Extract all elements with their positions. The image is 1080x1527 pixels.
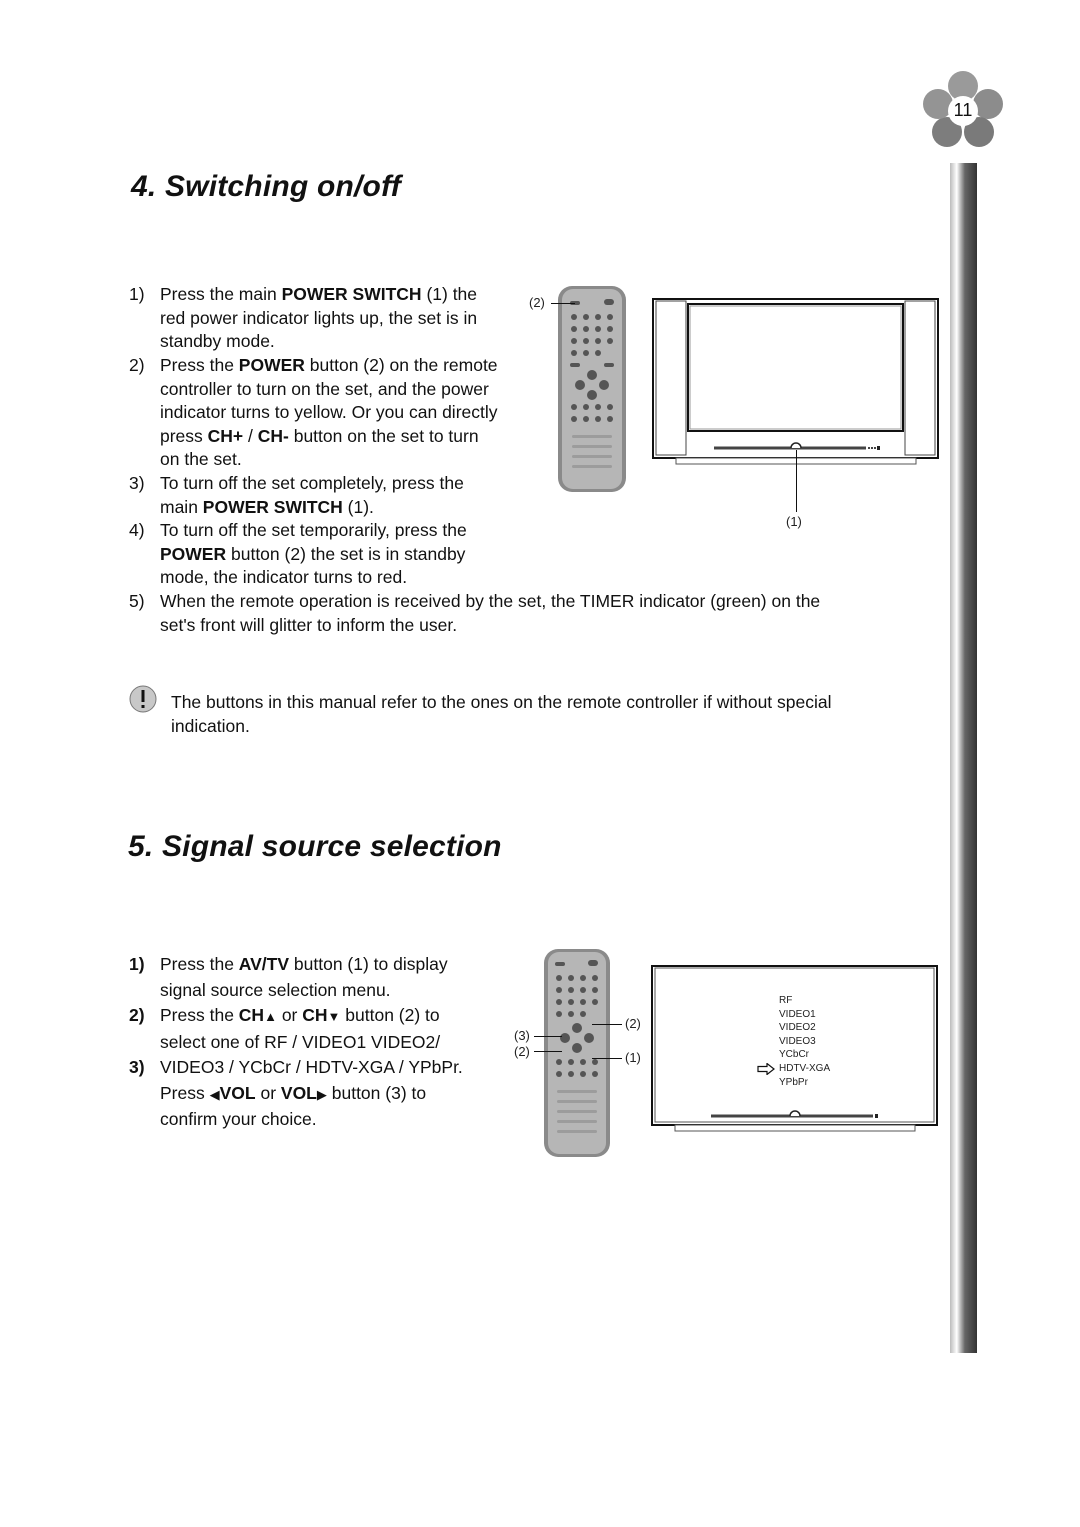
step-number: 1) xyxy=(129,284,145,304)
text-line: POWER button (2) the set is in standby xyxy=(160,543,466,564)
source-menu-item[interactable]: VIDEO2 xyxy=(779,1022,816,1034)
source-menu-item[interactable]: VIDEO3 xyxy=(779,1035,816,1047)
text-line: red power indicator lights up, the set is in xyxy=(160,307,478,328)
source-menu-item-selected[interactable]: HDTV-XGA xyxy=(779,1062,831,1074)
step-number: 4) xyxy=(129,520,145,540)
step-text xyxy=(160,590,820,637)
step-number: 5) xyxy=(129,591,145,611)
step-text xyxy=(160,1003,440,1055)
ch-button-label-left: (2) xyxy=(514,1044,530,1059)
step-number: 1) xyxy=(129,954,145,974)
step-number: 3) xyxy=(129,1057,145,1077)
text-line: To turn off the set completely, press the xyxy=(160,473,464,493)
ch-leader-line-right xyxy=(592,1024,622,1025)
text-line: Press the CH▲ or CH▼ button (2) to xyxy=(160,1005,440,1025)
power-switch-leader-line xyxy=(796,450,797,512)
step-text xyxy=(160,472,464,519)
text-line: controller to turn on the set, and the power xyxy=(160,378,489,399)
side-bar xyxy=(950,163,977,1353)
page-number-badge xyxy=(918,66,1008,156)
remote-icon xyxy=(556,285,628,495)
avtv-button-label: (1) xyxy=(625,1050,641,1065)
text-line: mode, the indicator turns to red. xyxy=(160,567,408,587)
note-line-1: The buttons in this manual refer to the ones on the remote controller if without special xyxy=(171,692,832,712)
text-line: select one of RF / VIDEO1 VIDEO2/ xyxy=(160,1031,441,1052)
source-menu-item[interactable]: YPbPr xyxy=(779,1076,808,1088)
ch-button-label-right: (2) xyxy=(625,1016,641,1031)
text-line: signal source selection menu. xyxy=(160,979,391,1000)
vol-button-label: (3) xyxy=(514,1028,530,1043)
step-text xyxy=(160,952,448,1003)
step-text xyxy=(160,1055,463,1133)
text-line: indicator turns to yellow. Or you can directly xyxy=(160,402,498,422)
step-text xyxy=(160,283,477,354)
source-menu-item[interactable]: YCbCr xyxy=(779,1049,810,1061)
section5-title: 5. Signal source selection xyxy=(128,830,502,863)
section4-title: 4. Switching on/off xyxy=(131,170,401,203)
text-line: press CH+ / CH- button on the set to turn xyxy=(160,425,479,446)
selection-arrow-icon xyxy=(757,1062,775,1080)
tv-illustration xyxy=(652,298,939,465)
text-line: set's front will glitter to inform the user. xyxy=(160,614,458,635)
note-line-2: indication. xyxy=(171,716,250,736)
text-line: main POWER SWITCH (1). xyxy=(160,496,374,517)
remote-control-illustration xyxy=(556,285,628,495)
remote-control-illustration-2 xyxy=(542,948,612,1160)
source-menu-item[interactable]: RF xyxy=(779,995,793,1006)
note-icon xyxy=(129,685,157,713)
text-line: standby mode. xyxy=(160,331,275,351)
step-number: 2) xyxy=(129,355,145,375)
remote-power-leader-line xyxy=(551,303,575,304)
ch-leader-line-left xyxy=(534,1051,562,1052)
note-text xyxy=(171,690,931,738)
step-number: 2) xyxy=(129,1005,145,1025)
text-line: confirm your choice. xyxy=(160,1109,317,1129)
power-switch-label: (1) xyxy=(786,514,802,529)
vol-leader-line xyxy=(534,1036,562,1037)
text-line: Press the POWER button (2) on the remote xyxy=(160,355,498,375)
source-menu xyxy=(779,994,830,1089)
tv-icon xyxy=(652,298,939,465)
step-text xyxy=(160,519,467,590)
avtv-leader-line xyxy=(592,1058,622,1059)
text-line: To turn off the set temporarily, press the xyxy=(160,520,467,540)
exclamation-icon xyxy=(129,685,157,713)
remote-power-label: (2) xyxy=(529,295,545,310)
source-menu-item[interactable]: VIDEO1 xyxy=(779,1008,816,1020)
step-text xyxy=(160,354,498,472)
text-line: When the remote operation is received by the set, the TIMER indicator (green) on the xyxy=(160,591,821,611)
step-number: 3) xyxy=(129,473,145,493)
text-line: on the set. xyxy=(160,449,242,469)
text-line: VIDEO3 / YCbCr / HDTV-XGA / YPbPr. xyxy=(160,1057,463,1077)
text-line: Press the main POWER SWITCH (1) the xyxy=(160,284,478,304)
remote-icon xyxy=(542,948,612,1160)
text-line: Press the AV/TV button (1) to display xyxy=(160,954,448,974)
text-line: Press ◀VOL or VOL▶ button (3) to xyxy=(160,1082,427,1103)
page-number: 11 xyxy=(953,100,973,120)
